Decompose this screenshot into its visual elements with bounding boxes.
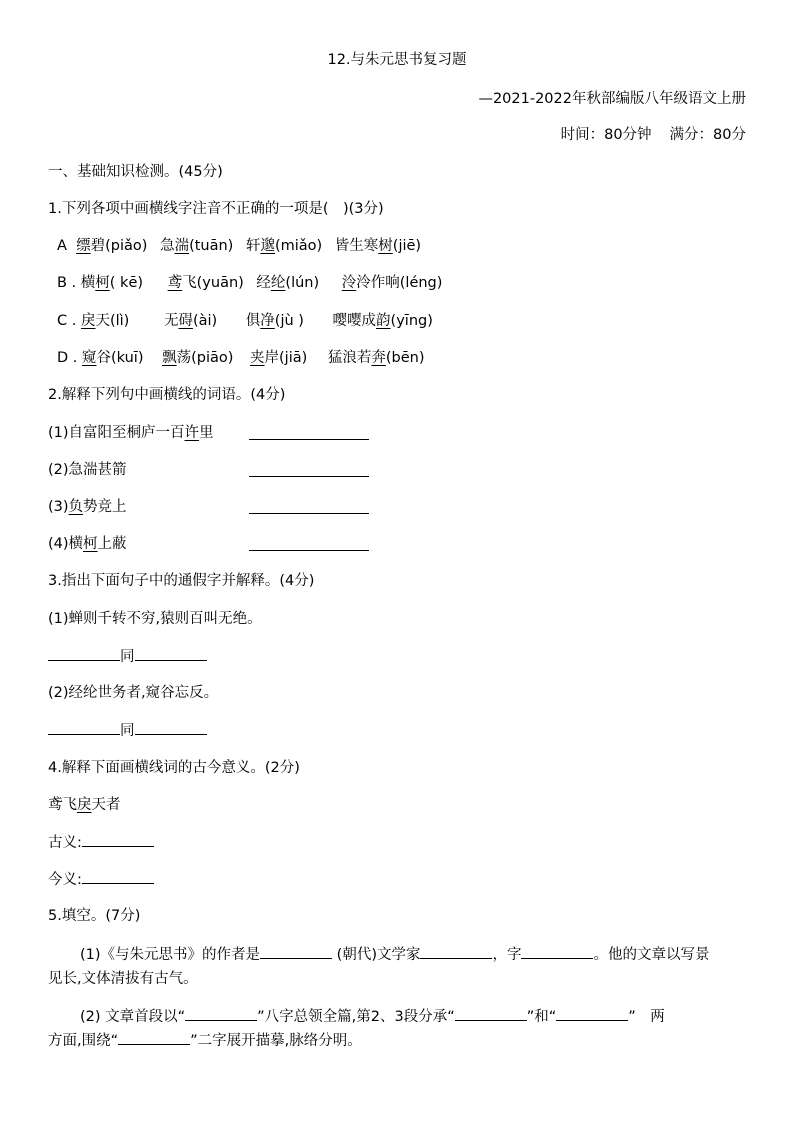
question-5-prompt: 5.填空。(7分) bbox=[48, 908, 141, 924]
question-1-prompt: 1.下列各项中画横线字注音不正确的一项是( )(3分) bbox=[48, 201, 384, 217]
answer-blank[interactable] bbox=[455, 1006, 527, 1021]
time-label: 时间：80分钟 bbox=[560, 127, 652, 143]
answer-blank[interactable] bbox=[521, 944, 593, 959]
answer-blank[interactable] bbox=[249, 425, 369, 440]
question-2-prompt: 2.解释下列句中画横线的词语。(4分) bbox=[48, 387, 286, 403]
subtitle: —2021-2022年秋部编版八年级语文上册 bbox=[478, 91, 746, 107]
answer-blank[interactable] bbox=[135, 646, 207, 661]
question-4-ancient-meaning: 古义: bbox=[48, 832, 154, 853]
question-1-option-d: D . 窥谷(kuī) 飘荡(piāo) 夹岸(jiā) 猛浪若奔(bēn) bbox=[57, 350, 425, 366]
section-heading: 一、基础知识检测。(45分) bbox=[48, 164, 223, 180]
answer-blank[interactable] bbox=[185, 1006, 257, 1021]
question-2-item-4: (4)横柯上蔽 bbox=[48, 536, 127, 552]
question-4-modern-meaning: 今义: bbox=[48, 869, 154, 890]
question-1-option-b: B . 横柯( kē) 鸢飞(yuān) 经纶(lún) 泠泠作响(léng) bbox=[57, 275, 443, 291]
time-score-info bbox=[561, 125, 746, 145]
page-title: 12.与朱元思书复习题 bbox=[327, 52, 467, 68]
question-3-sentence-1: (1)蝉则千转不穷,猿则百叫无绝。 bbox=[48, 611, 262, 627]
question-4-phrase: 鸢飞戾天者 bbox=[48, 797, 121, 813]
question-5-item-2-cont: 方面,围绕“ ”二字展开描摹,脉络分明。 bbox=[48, 1030, 362, 1051]
question-2-item-1: (1)自富阳至桐庐一百许里 bbox=[48, 425, 214, 441]
question-3-prompt: 3.指出下面句子中的通假字并解释。(4分) bbox=[48, 573, 315, 589]
question-3-sentence-2: (2)经纶世务者,窥谷忘反。 bbox=[48, 685, 219, 701]
answer-blank[interactable] bbox=[48, 646, 120, 661]
answer-blank[interactable] bbox=[118, 1030, 190, 1045]
answer-blank[interactable] bbox=[82, 832, 154, 847]
question-1-option-a: A 缥碧(piǎo) 急湍(tuān) 轩邈(miǎo) 皆生寒树(jiē) bbox=[57, 238, 422, 254]
answer-blank[interactable] bbox=[249, 536, 369, 551]
score-label: 满分：80分 bbox=[669, 127, 746, 143]
question-3-answer-2: 同 bbox=[48, 720, 207, 741]
answer-blank[interactable] bbox=[82, 869, 154, 884]
question-3-answer-1: 同 bbox=[48, 646, 207, 667]
answer-blank[interactable] bbox=[556, 1006, 628, 1021]
question-1-option-c: C . 戾天(lì) 无碍(ài) 俱净(jù ) 嘤嘤成韵(yīng) bbox=[57, 313, 433, 329]
question-5-item-2: (2) 文章首段以“ ”八字总领全篇,第2、3段分承“ ”和“ ” 两 bbox=[80, 1006, 665, 1027]
question-2-item-2: (2)急湍甚箭 bbox=[48, 462, 127, 478]
question-5-item-1-cont: 见长,文体清拔有古气。 bbox=[48, 971, 198, 987]
answer-blank[interactable] bbox=[48, 720, 120, 735]
answer-blank[interactable] bbox=[420, 944, 492, 959]
answer-blank[interactable] bbox=[249, 499, 369, 514]
question-2-item-3: (3)负势竞上 bbox=[48, 499, 127, 515]
answer-blank[interactable] bbox=[135, 720, 207, 735]
question-4-prompt: 4.解释下面画横线词的古今意义。(2分) bbox=[48, 760, 300, 776]
answer-blank[interactable] bbox=[260, 944, 332, 959]
answer-blank[interactable] bbox=[249, 462, 369, 477]
question-5-item-1: (1)《与朱元思书》的作者是 (朝代)文学家 ，字 。他的文章以写景 bbox=[80, 944, 709, 965]
